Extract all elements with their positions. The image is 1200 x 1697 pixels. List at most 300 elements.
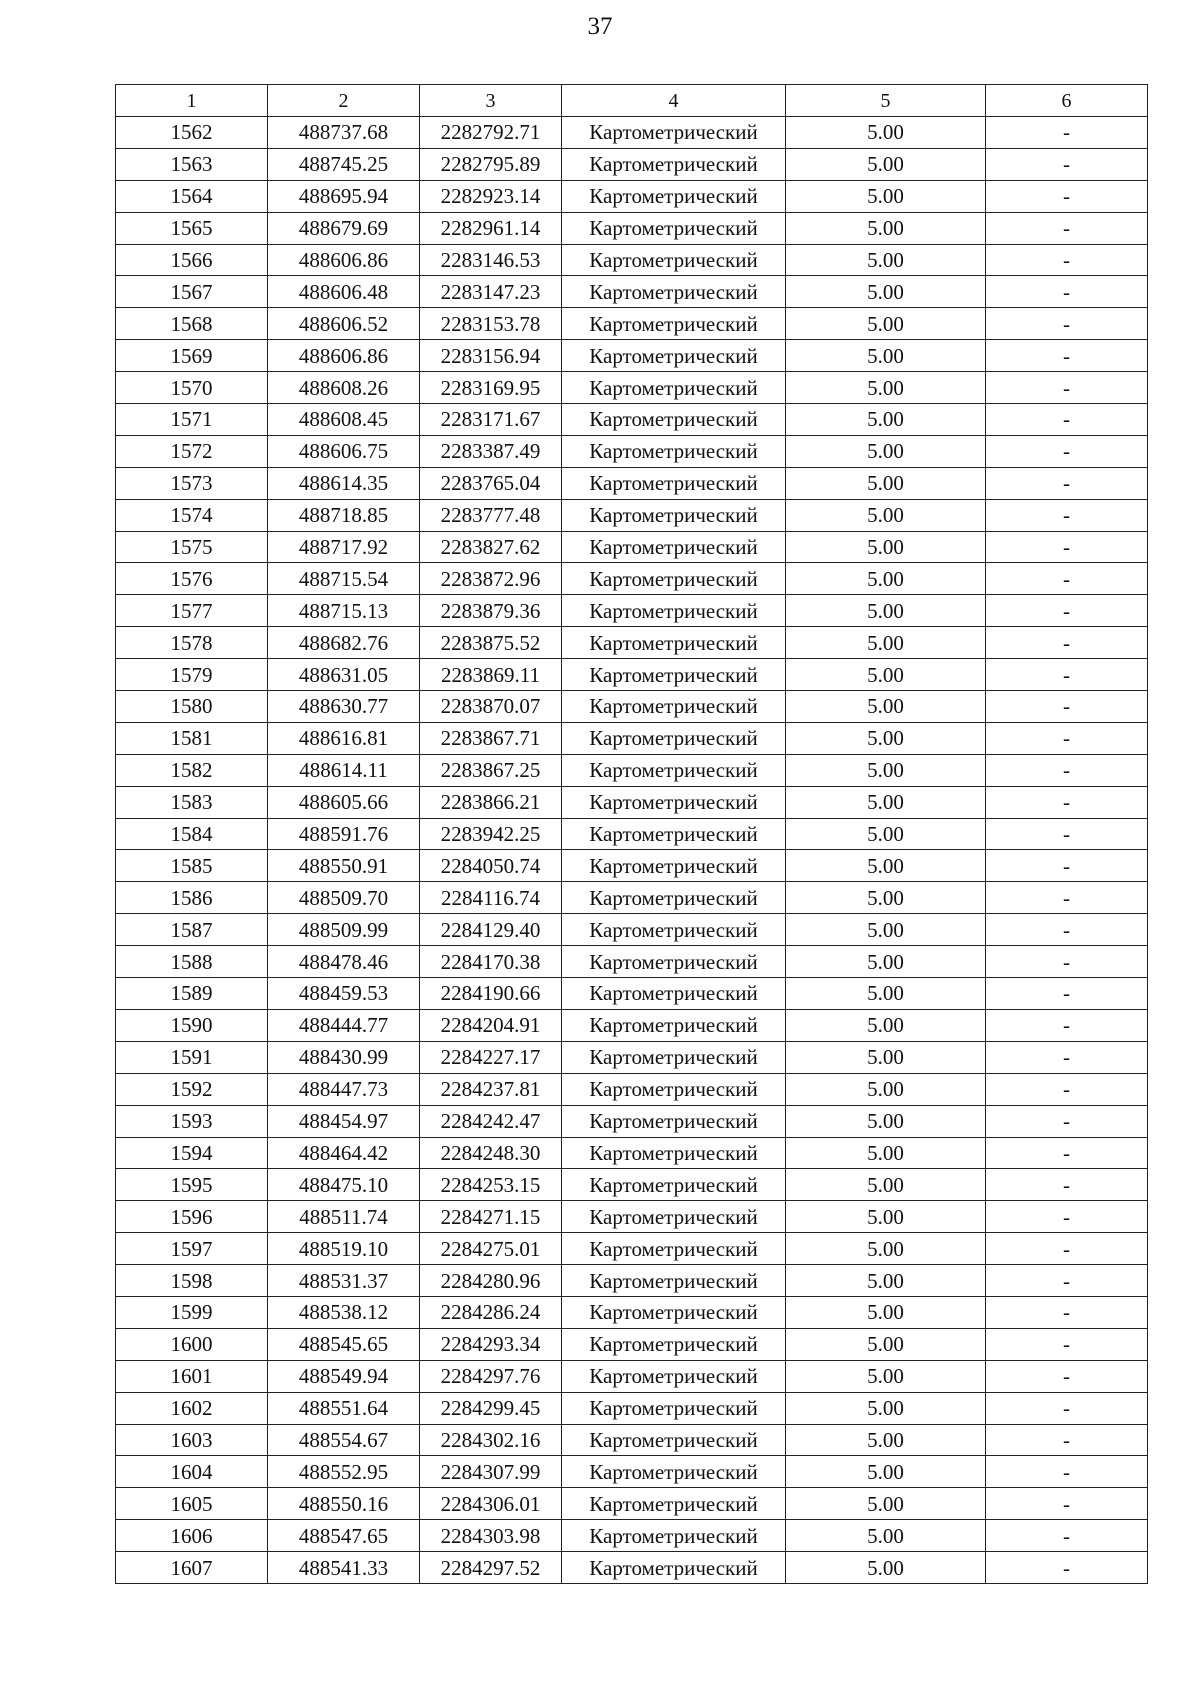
- method-cell: Картометрический: [562, 978, 786, 1010]
- note-cell: -: [986, 1169, 1148, 1201]
- y-coordinate-cell: 2284306.01: [420, 1488, 562, 1520]
- y-coordinate-cell: 2283765.04: [420, 467, 562, 499]
- point-number-cell: 1593: [116, 1105, 268, 1137]
- accuracy-cell: 5.00: [786, 180, 986, 212]
- y-coordinate-cell: 2283867.25: [420, 754, 562, 786]
- x-coordinate-cell: 488509.99: [268, 914, 420, 946]
- x-coordinate-cell: 488608.45: [268, 404, 420, 436]
- y-coordinate-cell: 2284242.47: [420, 1105, 562, 1137]
- point-number-cell: 1585: [116, 850, 268, 882]
- point-number-cell: 1583: [116, 786, 268, 818]
- y-coordinate-cell: 2284248.30: [420, 1137, 562, 1169]
- x-coordinate-cell: 488718.85: [268, 499, 420, 531]
- note-cell: -: [986, 1009, 1148, 1041]
- x-coordinate-cell: 488715.13: [268, 595, 420, 627]
- method-cell: Картометрический: [562, 1137, 786, 1169]
- column-header: 4: [562, 85, 786, 117]
- y-coordinate-cell: 2284253.15: [420, 1169, 562, 1201]
- table-row: [116, 691, 1148, 723]
- accuracy-cell: 5.00: [786, 627, 986, 659]
- y-coordinate-cell: 2283827.62: [420, 531, 562, 563]
- table-row: [116, 1201, 1148, 1233]
- accuracy-cell: 5.00: [786, 1137, 986, 1169]
- x-coordinate-cell: 488614.11: [268, 754, 420, 786]
- x-coordinate-cell: 488745.25: [268, 148, 420, 180]
- method-cell: Картометрический: [562, 1424, 786, 1456]
- y-coordinate-cell: 2284275.01: [420, 1233, 562, 1265]
- table-row: [116, 978, 1148, 1010]
- method-cell: Картометрический: [562, 308, 786, 340]
- method-cell: Картометрический: [562, 1456, 786, 1488]
- x-coordinate-cell: 488531.37: [268, 1265, 420, 1297]
- x-coordinate-cell: 488737.68: [268, 117, 420, 149]
- note-cell: -: [986, 882, 1148, 914]
- method-cell: Картометрический: [562, 499, 786, 531]
- table-row: [116, 850, 1148, 882]
- accuracy-cell: 5.00: [786, 563, 986, 595]
- y-coordinate-cell: 2283866.21: [420, 786, 562, 818]
- accuracy-cell: 5.00: [786, 1201, 986, 1233]
- point-number-cell: 1582: [116, 754, 268, 786]
- table-row: [116, 148, 1148, 180]
- y-coordinate-cell: 2283147.23: [420, 276, 562, 308]
- table-header: [116, 85, 1148, 117]
- note-cell: -: [986, 1456, 1148, 1488]
- point-number-cell: 1563: [116, 148, 268, 180]
- point-number-cell: 1562: [116, 117, 268, 149]
- point-number-cell: 1565: [116, 212, 268, 244]
- note-cell: -: [986, 212, 1148, 244]
- x-coordinate-cell: 488630.77: [268, 691, 420, 723]
- method-cell: Картометрический: [562, 1169, 786, 1201]
- point-number-cell: 1567: [116, 276, 268, 308]
- method-cell: Картометрический: [562, 1328, 786, 1360]
- y-coordinate-cell: 2283777.48: [420, 499, 562, 531]
- x-coordinate-cell: 488608.26: [268, 372, 420, 404]
- point-number-cell: 1603: [116, 1424, 268, 1456]
- method-cell: Картометрический: [562, 627, 786, 659]
- y-coordinate-cell: 2284204.91: [420, 1009, 562, 1041]
- method-cell: Картометрический: [562, 276, 786, 308]
- table-row: [116, 180, 1148, 212]
- x-coordinate-cell: 488695.94: [268, 180, 420, 212]
- method-cell: Картометрический: [562, 563, 786, 595]
- x-coordinate-cell: 488511.74: [268, 1201, 420, 1233]
- method-cell: Картометрический: [562, 1392, 786, 1424]
- y-coordinate-cell: 2283875.52: [420, 627, 562, 659]
- table-row: [116, 1137, 1148, 1169]
- method-cell: Картометрический: [562, 180, 786, 212]
- point-number-cell: 1564: [116, 180, 268, 212]
- accuracy-cell: 5.00: [786, 117, 986, 149]
- method-cell: Картометрический: [562, 595, 786, 627]
- x-coordinate-cell: 488538.12: [268, 1296, 420, 1328]
- accuracy-cell: 5.00: [786, 531, 986, 563]
- note-cell: -: [986, 946, 1148, 978]
- method-cell: Картометрический: [562, 372, 786, 404]
- y-coordinate-cell: 2283879.36: [420, 595, 562, 627]
- note-cell: -: [986, 308, 1148, 340]
- note-cell: -: [986, 627, 1148, 659]
- note-cell: -: [986, 914, 1148, 946]
- table-row: [116, 1009, 1148, 1041]
- point-number-cell: 1571: [116, 404, 268, 436]
- y-coordinate-cell: 2283869.11: [420, 659, 562, 691]
- point-number-cell: 1602: [116, 1392, 268, 1424]
- method-cell: Картометрический: [562, 1073, 786, 1105]
- point-number-cell: 1569: [116, 340, 268, 372]
- method-cell: Картометрический: [562, 818, 786, 850]
- x-coordinate-cell: 488547.65: [268, 1520, 420, 1552]
- x-coordinate-cell: 488459.53: [268, 978, 420, 1010]
- table-row: [116, 531, 1148, 563]
- accuracy-cell: 5.00: [786, 1296, 986, 1328]
- note-cell: -: [986, 499, 1148, 531]
- table-row: [116, 1041, 1148, 1073]
- accuracy-cell: 5.00: [786, 1009, 986, 1041]
- method-cell: Картометрический: [562, 1009, 786, 1041]
- y-coordinate-cell: 2284280.96: [420, 1265, 562, 1297]
- method-cell: Картометрический: [562, 148, 786, 180]
- accuracy-cell: 5.00: [786, 212, 986, 244]
- table-row: [116, 1392, 1148, 1424]
- point-number-cell: 1578: [116, 627, 268, 659]
- point-number-cell: 1599: [116, 1296, 268, 1328]
- method-cell: Картометрический: [562, 1488, 786, 1520]
- note-cell: -: [986, 117, 1148, 149]
- note-cell: -: [986, 818, 1148, 850]
- note-cell: -: [986, 563, 1148, 595]
- accuracy-cell: 5.00: [786, 1392, 986, 1424]
- method-cell: Картометрический: [562, 659, 786, 691]
- table-row: [116, 786, 1148, 818]
- accuracy-cell: 5.00: [786, 818, 986, 850]
- note-cell: -: [986, 1105, 1148, 1137]
- accuracy-cell: 5.00: [786, 1520, 986, 1552]
- x-coordinate-cell: 488549.94: [268, 1360, 420, 1392]
- table-row: [116, 1520, 1148, 1552]
- y-coordinate-cell: 2284286.24: [420, 1296, 562, 1328]
- point-number-cell: 1587: [116, 914, 268, 946]
- accuracy-cell: 5.00: [786, 1424, 986, 1456]
- accuracy-cell: 5.00: [786, 340, 986, 372]
- header-row: [116, 85, 1148, 117]
- point-number-cell: 1586: [116, 882, 268, 914]
- method-cell: Картометрический: [562, 914, 786, 946]
- accuracy-cell: 5.00: [786, 1233, 986, 1265]
- column-header: 6: [986, 85, 1148, 117]
- x-coordinate-cell: 488614.35: [268, 467, 420, 499]
- x-coordinate-cell: 488554.67: [268, 1424, 420, 1456]
- accuracy-cell: 5.00: [786, 499, 986, 531]
- table-row: [116, 244, 1148, 276]
- note-cell: -: [986, 1552, 1148, 1584]
- x-coordinate-cell: 488552.95: [268, 1456, 420, 1488]
- y-coordinate-cell: 2284129.40: [420, 914, 562, 946]
- x-coordinate-cell: 488444.77: [268, 1009, 420, 1041]
- accuracy-cell: 5.00: [786, 1328, 986, 1360]
- table-row: [116, 1105, 1148, 1137]
- column-header: 3: [420, 85, 562, 117]
- note-cell: -: [986, 1233, 1148, 1265]
- accuracy-cell: 5.00: [786, 1169, 986, 1201]
- note-cell: -: [986, 786, 1148, 818]
- method-cell: Картометрический: [562, 946, 786, 978]
- y-coordinate-cell: 2283867.71: [420, 722, 562, 754]
- table-row: [116, 1424, 1148, 1456]
- accuracy-cell: 5.00: [786, 467, 986, 499]
- method-cell: Картометрический: [562, 1233, 786, 1265]
- x-coordinate-cell: 488430.99: [268, 1041, 420, 1073]
- y-coordinate-cell: 2284237.81: [420, 1073, 562, 1105]
- note-cell: -: [986, 467, 1148, 499]
- method-cell: Картометрический: [562, 212, 786, 244]
- table-row: [116, 1265, 1148, 1297]
- x-coordinate-cell: 488478.46: [268, 946, 420, 978]
- note-cell: -: [986, 1488, 1148, 1520]
- point-number-cell: 1607: [116, 1552, 268, 1584]
- accuracy-cell: 5.00: [786, 1105, 986, 1137]
- x-coordinate-cell: 488550.16: [268, 1488, 420, 1520]
- point-number-cell: 1568: [116, 308, 268, 340]
- note-cell: -: [986, 722, 1148, 754]
- accuracy-cell: 5.00: [786, 148, 986, 180]
- accuracy-cell: 5.00: [786, 978, 986, 1010]
- point-number-cell: 1575: [116, 531, 268, 563]
- note-cell: -: [986, 531, 1148, 563]
- y-coordinate-cell: 2284190.66: [420, 978, 562, 1010]
- accuracy-cell: 5.00: [786, 786, 986, 818]
- method-cell: Картометрический: [562, 786, 786, 818]
- note-cell: -: [986, 404, 1148, 436]
- y-coordinate-cell: 2284293.34: [420, 1328, 562, 1360]
- y-coordinate-cell: 2284307.99: [420, 1456, 562, 1488]
- method-cell: Картометрический: [562, 340, 786, 372]
- table-row: [116, 1360, 1148, 1392]
- method-cell: Картометрический: [562, 1201, 786, 1233]
- method-cell: Картометрический: [562, 117, 786, 149]
- point-number-cell: 1577: [116, 595, 268, 627]
- x-coordinate-cell: 488545.65: [268, 1328, 420, 1360]
- table-row: [116, 404, 1148, 436]
- method-cell: Картометрический: [562, 531, 786, 563]
- accuracy-cell: 5.00: [786, 754, 986, 786]
- y-coordinate-cell: 2283169.95: [420, 372, 562, 404]
- x-coordinate-cell: 488605.66: [268, 786, 420, 818]
- x-coordinate-cell: 488606.52: [268, 308, 420, 340]
- point-number-cell: 1605: [116, 1488, 268, 1520]
- y-coordinate-cell: 2284299.45: [420, 1392, 562, 1424]
- note-cell: -: [986, 659, 1148, 691]
- y-coordinate-cell: 2283171.67: [420, 404, 562, 436]
- x-coordinate-cell: 488606.48: [268, 276, 420, 308]
- method-cell: Картометрический: [562, 882, 786, 914]
- table-row: [116, 722, 1148, 754]
- x-coordinate-cell: 488682.76: [268, 627, 420, 659]
- table-row: [116, 1169, 1148, 1201]
- method-cell: Картометрический: [562, 1552, 786, 1584]
- y-coordinate-cell: 2282923.14: [420, 180, 562, 212]
- accuracy-cell: 5.00: [786, 372, 986, 404]
- x-coordinate-cell: 488541.33: [268, 1552, 420, 1584]
- table-row: [116, 467, 1148, 499]
- y-coordinate-cell: 2282792.71: [420, 117, 562, 149]
- point-number-cell: 1591: [116, 1041, 268, 1073]
- note-cell: -: [986, 1201, 1148, 1233]
- point-number-cell: 1588: [116, 946, 268, 978]
- note-cell: -: [986, 1360, 1148, 1392]
- accuracy-cell: 5.00: [786, 691, 986, 723]
- table-row: [116, 659, 1148, 691]
- note-cell: -: [986, 1520, 1148, 1552]
- note-cell: -: [986, 1424, 1148, 1456]
- accuracy-cell: 5.00: [786, 1360, 986, 1392]
- note-cell: -: [986, 244, 1148, 276]
- y-coordinate-cell: 2284297.52: [420, 1552, 562, 1584]
- method-cell: Картометрический: [562, 722, 786, 754]
- note-cell: -: [986, 850, 1148, 882]
- note-cell: -: [986, 691, 1148, 723]
- accuracy-cell: 5.00: [786, 1041, 986, 1073]
- note-cell: -: [986, 276, 1148, 308]
- column-header: 5: [786, 85, 986, 117]
- table-row: [116, 914, 1148, 946]
- x-coordinate-cell: 488591.76: [268, 818, 420, 850]
- point-number-cell: 1594: [116, 1137, 268, 1169]
- accuracy-cell: 5.00: [786, 1073, 986, 1105]
- point-number-cell: 1579: [116, 659, 268, 691]
- x-coordinate-cell: 488475.10: [268, 1169, 420, 1201]
- x-coordinate-cell: 488551.64: [268, 1392, 420, 1424]
- table-row: [116, 563, 1148, 595]
- point-number-cell: 1584: [116, 818, 268, 850]
- point-number-cell: 1576: [116, 563, 268, 595]
- method-cell: Картометрический: [562, 404, 786, 436]
- table-row: [116, 372, 1148, 404]
- note-cell: -: [986, 1392, 1148, 1424]
- method-cell: Картометрический: [562, 1105, 786, 1137]
- point-number-cell: 1589: [116, 978, 268, 1010]
- y-coordinate-cell: 2284227.17: [420, 1041, 562, 1073]
- x-coordinate-cell: 488715.54: [268, 563, 420, 595]
- method-cell: Картометрический: [562, 754, 786, 786]
- y-coordinate-cell: 2282795.89: [420, 148, 562, 180]
- method-cell: Картометрический: [562, 850, 786, 882]
- note-cell: -: [986, 1073, 1148, 1105]
- y-coordinate-cell: 2282961.14: [420, 212, 562, 244]
- point-number-cell: 1573: [116, 467, 268, 499]
- note-cell: -: [986, 1328, 1148, 1360]
- point-number-cell: 1574: [116, 499, 268, 531]
- table-row: [116, 435, 1148, 467]
- y-coordinate-cell: 2283872.96: [420, 563, 562, 595]
- table-row: [116, 882, 1148, 914]
- table-row: [116, 595, 1148, 627]
- accuracy-cell: 5.00: [786, 435, 986, 467]
- accuracy-cell: 5.00: [786, 659, 986, 691]
- x-coordinate-cell: 488606.86: [268, 244, 420, 276]
- table-row: [116, 627, 1148, 659]
- point-number-cell: 1572: [116, 435, 268, 467]
- note-cell: -: [986, 340, 1148, 372]
- point-number-cell: 1601: [116, 1360, 268, 1392]
- accuracy-cell: 5.00: [786, 722, 986, 754]
- x-coordinate-cell: 488631.05: [268, 659, 420, 691]
- point-number-cell: 1590: [116, 1009, 268, 1041]
- point-number-cell: 1600: [116, 1328, 268, 1360]
- point-number-cell: 1595: [116, 1169, 268, 1201]
- x-coordinate-cell: 488606.86: [268, 340, 420, 372]
- y-coordinate-cell: 2284271.15: [420, 1201, 562, 1233]
- accuracy-cell: 5.00: [786, 244, 986, 276]
- point-number-cell: 1566: [116, 244, 268, 276]
- point-number-cell: 1592: [116, 1073, 268, 1105]
- table-row: [116, 276, 1148, 308]
- x-coordinate-cell: 488717.92: [268, 531, 420, 563]
- accuracy-cell: 5.00: [786, 308, 986, 340]
- y-coordinate-cell: 2284303.98: [420, 1520, 562, 1552]
- note-cell: -: [986, 372, 1148, 404]
- y-coordinate-cell: 2284050.74: [420, 850, 562, 882]
- point-number-cell: 1596: [116, 1201, 268, 1233]
- accuracy-cell: 5.00: [786, 914, 986, 946]
- point-number-cell: 1570: [116, 372, 268, 404]
- coordinates-table: [115, 84, 1148, 1584]
- table-row: [116, 1296, 1148, 1328]
- y-coordinate-cell: 2283146.53: [420, 244, 562, 276]
- x-coordinate-cell: 488509.70: [268, 882, 420, 914]
- x-coordinate-cell: 488447.73: [268, 1073, 420, 1105]
- note-cell: -: [986, 1296, 1148, 1328]
- accuracy-cell: 5.00: [786, 882, 986, 914]
- y-coordinate-cell: 2283870.07: [420, 691, 562, 723]
- table-row: [116, 340, 1148, 372]
- table-row: [116, 499, 1148, 531]
- accuracy-cell: 5.00: [786, 946, 986, 978]
- method-cell: Картометрический: [562, 244, 786, 276]
- y-coordinate-cell: 2283153.78: [420, 308, 562, 340]
- table-row: [116, 946, 1148, 978]
- accuracy-cell: 5.00: [786, 1456, 986, 1488]
- method-cell: Картометрический: [562, 691, 786, 723]
- point-number-cell: 1597: [116, 1233, 268, 1265]
- y-coordinate-cell: 2283387.49: [420, 435, 562, 467]
- page-number: 37: [587, 13, 613, 40]
- table-row: [116, 1552, 1148, 1584]
- method-cell: Картометрический: [562, 1520, 786, 1552]
- x-coordinate-cell: 488679.69: [268, 212, 420, 244]
- y-coordinate-cell: 2284116.74: [420, 882, 562, 914]
- point-number-cell: 1580: [116, 691, 268, 723]
- x-coordinate-cell: 488454.97: [268, 1105, 420, 1137]
- accuracy-cell: 5.00: [786, 404, 986, 436]
- method-cell: Картометрический: [562, 1265, 786, 1297]
- point-number-cell: 1606: [116, 1520, 268, 1552]
- note-cell: -: [986, 180, 1148, 212]
- method-cell: Картометрический: [562, 1360, 786, 1392]
- x-coordinate-cell: 488464.42: [268, 1137, 420, 1169]
- table-row: [116, 308, 1148, 340]
- table-row: [116, 1328, 1148, 1360]
- column-header: 1: [116, 85, 268, 117]
- x-coordinate-cell: 488606.75: [268, 435, 420, 467]
- table-row: [116, 818, 1148, 850]
- table-row: [116, 1073, 1148, 1105]
- table-row: [116, 1456, 1148, 1488]
- table-body: [116, 117, 1148, 1584]
- y-coordinate-cell: 2284297.76: [420, 1360, 562, 1392]
- note-cell: -: [986, 595, 1148, 627]
